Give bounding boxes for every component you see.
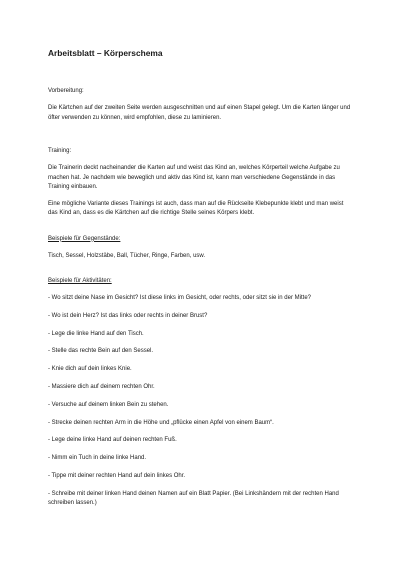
activity-list	[48, 294, 351, 508]
training-text-2: Eine mögliche Variante dieses Trainings ist auch, dass man auf die Rückseite Klebepunkte klebt und man weist das Kind an, dass es die Kärtchen auf die richtige Stelle seines Körpers klebt.	[48, 200, 344, 216]
list-item: - Massiere dich auf deinem rechten Ohr.	[48, 383, 155, 390]
list-item: - Schreibe mit deiner linken Hand deinen Namen auf ein Blatt Papier. (Bei Linkshändern mit der rechten Hand schreiben lassen.)	[48, 490, 339, 507]
section-heading-vorbereitung: Vorbereitung:	[48, 88, 84, 94]
list-item: - Stelle das rechte Bein auf den Sessel.	[48, 348, 154, 355]
list-item: - Versuche auf deinem linken Bein zu stehen.	[48, 401, 169, 408]
page-title: Arbeitsblatt – Körperschema	[48, 48, 163, 58]
list-item: - Strecke deinen rechten Arm in die Höhe und „pflücke einen Apfel von einem Baum“.	[48, 419, 274, 426]
gegenstaende-text: Tisch, Sessel, Holzstäbe, Ball, Tücher, Ringe, Farben, usw.	[48, 252, 206, 259]
list-item: - Tippe mit deiner rechten Hand auf dein linkes Ohr.	[48, 472, 186, 479]
section-heading-training: Training:	[48, 148, 72, 154]
vorbereitung-text: Die Kärtchen auf der zweiten Seite werden ausgeschnitten und auf einen Stapel gelegt. Um die Karten länger und öfter verwenden zu können, wird empfohlen, diese zu laminieren.	[48, 105, 351, 121]
list-item: - Nimm ein Tuch in deine linke Hand.	[48, 455, 147, 462]
list-item: - Wo ist dein Herz? Ist das links oder rechts in deiner Brust?	[48, 312, 208, 319]
list-item: - Wo sitzt deine Nase im Gesicht? Ist diese links im Gesicht, oder rechts, oder sitzt sie in der Mitte?	[48, 295, 311, 301]
list-item: - Lege deine linke Hand auf deinen rechten Fuß.	[48, 437, 177, 444]
section-heading-aktivitaeten: Beispiele für Aktivitäten:	[48, 278, 112, 284]
section-heading-gegenstaende: Beispiele für Gegenstände:	[48, 235, 121, 242]
list-item: - Knie dich auf dein linkes Knie.	[48, 366, 132, 373]
list-item: - Lege die linke Hand auf den Tisch.	[48, 330, 144, 337]
training-text-1: Die Trainerin deckt nacheinander die Karten auf und weist das Kind an, welches Körperteil welche Aufgabe zu machen hat. Je nachdem wie beweglich und aktiv das Kind ist, kann man verschiedene Gegenstände in das Training einbauen.	[48, 165, 340, 190]
